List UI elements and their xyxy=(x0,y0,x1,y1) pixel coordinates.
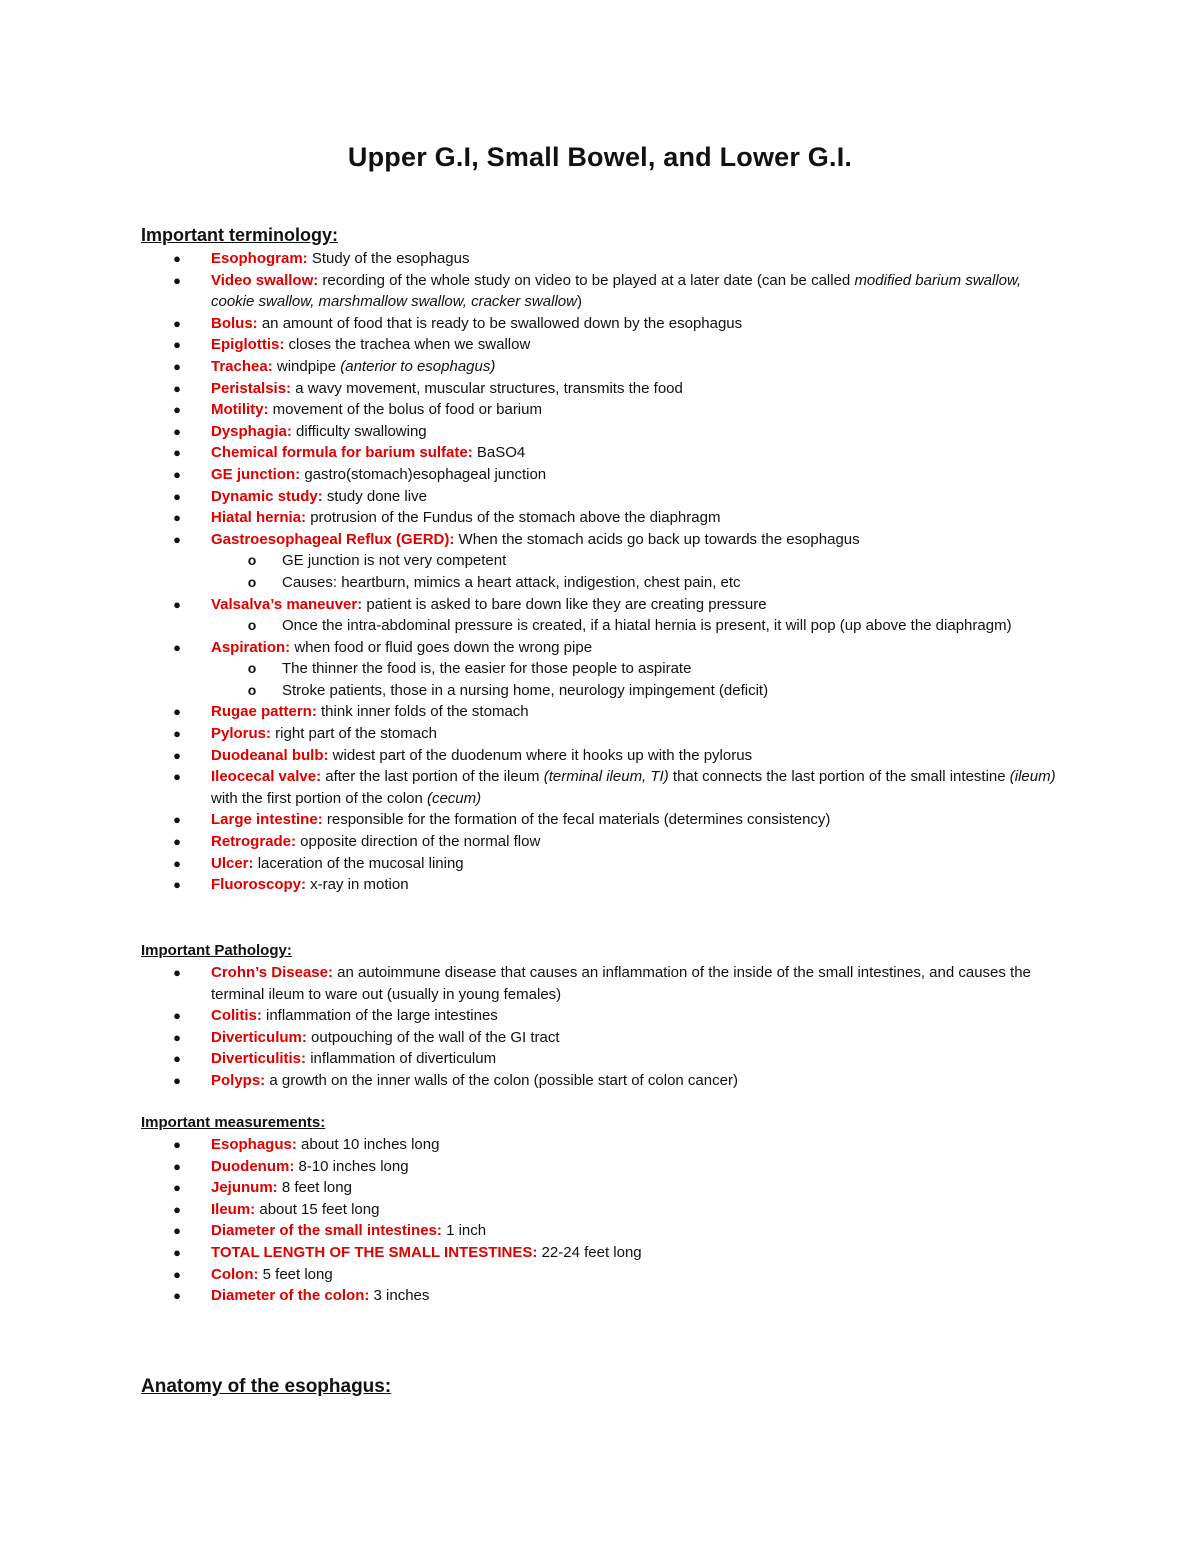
pathology-heading: Important Pathology: xyxy=(141,942,292,959)
sub-list-item xyxy=(141,572,1066,594)
term-label: Diverticulitis: xyxy=(211,1050,307,1068)
list-item xyxy=(141,1264,1066,1286)
terminology-heading: Important terminology: xyxy=(141,225,338,245)
list-item xyxy=(141,701,1066,723)
list-item xyxy=(141,637,1066,659)
list-item xyxy=(141,962,1066,1005)
list-item xyxy=(141,594,1066,616)
term-definition: an amount of food that is ready to be swallowed down by the esophagus xyxy=(257,314,743,332)
term-label: Esophagus: xyxy=(211,1136,297,1153)
term-label: Esophogram: xyxy=(211,250,308,267)
bullet-icon: ● xyxy=(173,596,181,612)
bullet-icon: ● xyxy=(173,965,181,980)
term-definition: after the last portion of the ileum xyxy=(321,768,544,786)
bullet-icon: ● xyxy=(173,466,181,482)
term-label: Ileocecal valve: xyxy=(211,768,322,786)
term-label: Diverticulum: xyxy=(211,1028,307,1046)
term-label: Polyps: xyxy=(211,1071,266,1089)
term-label: Rugae pattern: xyxy=(211,703,317,721)
term-definition: laceration of the mucosal lining xyxy=(253,854,464,872)
list-item xyxy=(141,1220,1066,1242)
list-item xyxy=(141,745,1066,767)
term-definition: windpipe xyxy=(272,357,341,375)
term-definition: closes the trachea when we swallow xyxy=(284,336,531,354)
sub-bullet-icon: o xyxy=(247,573,257,590)
bullet-icon: ● xyxy=(173,1051,181,1067)
list-item xyxy=(141,529,1066,551)
sub-bullet-icon: o xyxy=(247,681,257,698)
list-item xyxy=(141,1027,1066,1049)
sub-item-text: Stroke patients, those in a nursing home, neurology impingement (deficit) xyxy=(282,681,769,699)
sub-list-item xyxy=(141,658,1066,680)
anatomy-heading: Anatomy of the esophagus: xyxy=(141,1376,392,1397)
bullet-icon: ● xyxy=(173,1137,181,1152)
sub-list-item xyxy=(141,615,1066,637)
term-definition: protrusion of the Fundus of the stomach above the diaphragm xyxy=(306,509,721,527)
term-definition: 8 feet long xyxy=(277,1179,352,1197)
terminology-section xyxy=(141,222,1101,896)
document-title: Upper G.I, Small Bowel, and Lower G.I. xyxy=(347,142,853,172)
term-definition: an autoimmune disease that causes an inflammation of the inside of the small intestines, and causes the terminal ileum to ware out (usually in young females) xyxy=(211,964,1031,1003)
term-definition: a growth on the inner walls of the colon (possible start of colon cancer) xyxy=(265,1071,738,1089)
list-item xyxy=(141,1177,1066,1199)
term-definition: that connects the last portion of the small intestine xyxy=(668,768,1010,786)
bullet-icon: ● xyxy=(173,877,181,893)
list-item xyxy=(141,1242,1066,1264)
term-label: Valsalva’s maneuver: xyxy=(211,595,363,613)
term-definition: about 10 inches long xyxy=(296,1136,440,1153)
sub-item-text: Causes: heartburn, mimics a heart attack, indigestion, chest pain, etc xyxy=(282,573,741,591)
bullet-icon: ● xyxy=(173,488,181,504)
bullet-icon: ● xyxy=(173,855,181,871)
term-definition: When the stomach acids go back up towards the esophagus xyxy=(454,530,860,548)
sub-list-item xyxy=(141,680,1066,702)
list-item xyxy=(141,378,1066,400)
term-label: Diameter of the small intestines: xyxy=(211,1222,442,1240)
bullet-icon: ● xyxy=(173,402,181,418)
term-definition: 22-24 feet long xyxy=(537,1243,642,1261)
bullet-icon: ● xyxy=(173,1201,181,1217)
list-item xyxy=(141,1005,1066,1027)
term-definition: outpouching of the wall of the GI tract xyxy=(306,1028,560,1046)
measurements-section xyxy=(141,1112,1101,1307)
term-italic-note: (anterior to esophagus) xyxy=(340,357,496,375)
term-definition: about 15 feet long xyxy=(255,1200,380,1218)
list-item xyxy=(141,334,1066,356)
list-item xyxy=(141,248,1066,270)
term-label: Retrograde: xyxy=(211,833,297,851)
bullet-icon: ● xyxy=(173,769,181,785)
bullet-icon: ● xyxy=(173,1072,181,1088)
bullet-icon: ● xyxy=(173,747,181,763)
list-item xyxy=(141,874,1066,896)
list-item xyxy=(141,486,1066,508)
list-item xyxy=(141,766,1066,809)
list-item xyxy=(141,507,1066,529)
pathology-list xyxy=(141,962,1101,1092)
term-label: Duodenum: xyxy=(211,1157,295,1175)
bullet-icon: ● xyxy=(173,380,181,396)
term-definition: with the first portion of the colon xyxy=(211,789,427,807)
bullet-icon: ● xyxy=(173,337,181,353)
term-italic-note: modified barium swallow, cookie swallow, marshmallow swallow, cracker swallow xyxy=(211,271,1022,311)
term-definition: study done live xyxy=(322,487,427,505)
term-definition: right part of the stomach xyxy=(271,725,437,743)
term-definition: responsible for the formation of the fecal materials (determines consistency) xyxy=(322,811,831,829)
term-definition: widest part of the duodenum where it hooks up with the pylorus xyxy=(328,746,753,764)
term-label: Motility: xyxy=(211,401,269,419)
term-label: GE junction: xyxy=(211,465,301,483)
term-definition: inflammation of diverticulum xyxy=(306,1050,497,1068)
bullet-icon: ● xyxy=(173,1266,181,1282)
list-item xyxy=(141,1070,1066,1092)
term-label: Colon: xyxy=(211,1265,259,1283)
term-definition: x-ray in motion xyxy=(306,876,409,894)
list-item xyxy=(141,270,1066,313)
term-italic-note: (terminal ileum, TI) xyxy=(543,768,669,786)
term-label: Video swallow: xyxy=(211,271,319,289)
term-definition: Study of the esophagus xyxy=(307,250,470,267)
list-item xyxy=(141,831,1066,853)
term-label: TOTAL LENGTH OF THE SMALL INTESTINES: xyxy=(211,1243,538,1261)
bullet-icon: ● xyxy=(173,531,181,547)
bullet-icon: ● xyxy=(173,1180,181,1196)
list-item xyxy=(141,723,1066,745)
term-definition: inflammation of the large intestines xyxy=(261,1007,498,1025)
term-definition: a wavy movement, muscular structures, transmits the food xyxy=(291,379,683,397)
bullet-icon: ● xyxy=(173,1223,181,1239)
list-item xyxy=(141,464,1066,486)
bullet-icon: ● xyxy=(173,445,181,461)
pathology-section xyxy=(141,940,1101,1092)
list-item xyxy=(141,1048,1066,1070)
term-label: Dysphagia: xyxy=(211,422,292,440)
bullet-icon: ● xyxy=(173,358,181,374)
term-definition: recording of the whole study on video to be played at a later date (can be called xyxy=(318,271,855,289)
measurements-list xyxy=(141,1134,1101,1307)
list-item xyxy=(141,1134,1066,1156)
term-italic-note: (ileum) xyxy=(1009,768,1056,786)
bullet-icon: ● xyxy=(173,510,181,526)
term-label: Peristalsis: xyxy=(211,379,292,397)
term-label: Epiglottis: xyxy=(211,336,285,354)
bullet-icon: ● xyxy=(173,1029,181,1045)
term-definition: 5 feet long xyxy=(258,1265,333,1283)
sub-item-text: Once the intra-abdominal pressure is created, if a hiatal hernia is present, it will pop (up above the diaphragm) xyxy=(282,617,1012,635)
term-label: Chemical formula for barium sulfate: xyxy=(211,444,473,462)
term-label: Pylorus: xyxy=(211,725,272,743)
list-item xyxy=(141,853,1066,875)
list-item xyxy=(141,809,1066,831)
term-definition: patient is asked to bare down like they are creating pressure xyxy=(362,595,767,613)
list-item xyxy=(141,356,1066,378)
term-label: Diameter of the colon: xyxy=(211,1287,370,1305)
sub-bullet-icon: o xyxy=(247,660,257,677)
bullet-icon: ● xyxy=(173,1288,181,1304)
term-definition: opposite direction of the normal flow xyxy=(296,833,541,851)
bullet-icon: ● xyxy=(173,272,181,288)
sub-list-item xyxy=(141,550,1066,572)
sub-item-text: The thinner the food is, the easier for those people to aspirate xyxy=(282,660,692,678)
term-definition: 1 inch xyxy=(441,1222,487,1240)
bullet-icon: ● xyxy=(173,639,181,655)
term-label: Duodeanal bulb: xyxy=(211,746,329,764)
sub-item-text: GE junction is not very competent xyxy=(282,552,507,570)
list-item xyxy=(141,1156,1066,1178)
sub-bullet-icon: o xyxy=(247,617,257,634)
term-label: Large intestine: xyxy=(211,811,323,829)
term-label: Gastroesophageal Reflux (GERD): xyxy=(211,530,455,548)
term-definition: movement of the bolus of food or barium xyxy=(268,401,542,419)
term-label: Ileum: xyxy=(211,1200,256,1218)
bullet-icon: ● xyxy=(173,315,181,331)
term-definition: gastro(stomach)esophageal junction xyxy=(300,465,547,483)
bullet-icon: ● xyxy=(173,834,181,850)
term-italic-note: (cecum) xyxy=(426,789,482,807)
sub-bullet-icon: o xyxy=(247,552,257,569)
term-label: Crohn’s Disease: xyxy=(211,964,333,981)
anatomy-section xyxy=(141,1374,1101,1400)
measurements-heading: Important measurements: xyxy=(141,1114,326,1131)
term-label: Ulcer: xyxy=(211,854,254,872)
list-item xyxy=(141,1199,1066,1221)
term-definition: ) xyxy=(576,293,582,311)
bullet-icon: ● xyxy=(173,812,181,828)
bullet-icon: ● xyxy=(173,1158,181,1174)
term-definition: 3 inches xyxy=(369,1287,430,1305)
term-label: Trachea: xyxy=(211,357,273,375)
bullet-icon: ● xyxy=(173,1008,181,1024)
term-definition: when food or fluid goes down the wrong pipe xyxy=(290,638,593,656)
bullet-icon: ● xyxy=(173,423,181,439)
bullet-icon: ● xyxy=(173,704,181,720)
term-definition: BaSO4 xyxy=(472,444,526,462)
term-label: Colitis: xyxy=(211,1007,262,1025)
term-label: Jejunum: xyxy=(211,1179,278,1197)
term-label: Hiatal hernia: xyxy=(211,509,307,527)
bullet-icon: ● xyxy=(173,251,181,266)
term-definition: difficulty swallowing xyxy=(291,422,427,440)
term-label: Fluoroscopy: xyxy=(211,876,307,894)
list-item xyxy=(141,442,1066,464)
list-item xyxy=(141,1285,1066,1307)
list-item xyxy=(141,313,1066,335)
term-label: Bolus: xyxy=(211,314,258,332)
term-label: Aspiration: xyxy=(211,638,291,656)
term-definition: 8-10 inches long xyxy=(294,1157,409,1175)
term-label: Dynamic study: xyxy=(211,487,323,505)
list-item xyxy=(141,421,1066,443)
list-item xyxy=(141,399,1066,421)
bullet-icon: ● xyxy=(173,1244,181,1260)
bullet-icon: ● xyxy=(173,726,181,742)
terminology-list xyxy=(141,248,1101,896)
term-definition: think inner folds of the stomach xyxy=(316,703,529,721)
